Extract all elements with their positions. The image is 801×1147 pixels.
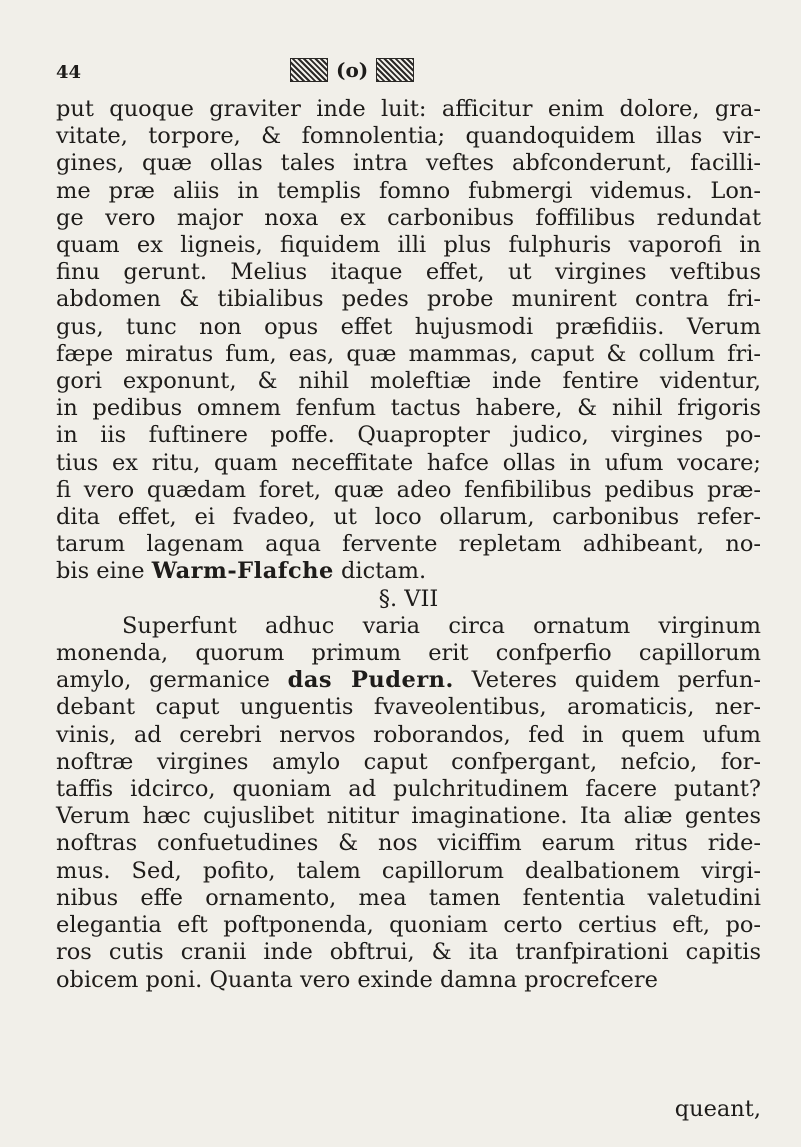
ornament-right-icon [376,58,414,82]
ornament-center: (o) [336,58,369,82]
page-number: 44 [56,62,82,83]
text-line: tius ex ritu, quam neceffitate hafce ollas in ufum vocare; [56,449,761,476]
text-line: Verum hæc cujuslibet nititur imaginatione. Ita aliæ gentes [56,803,761,830]
text-line: elegantia eft poftponenda, quoniam certo certius eft, po- [56,912,761,939]
text-line: vitate, torpore, & fomnolentia; quandoquidem illas vir- [56,123,761,150]
body-text [56,96,761,994]
text-line: fi vero quædam foret, quæ adeo fenfibilibus pedibus præ- [56,476,761,503]
text-line: Superfunt adhuc varia circa ornatum virginum [122,612,761,639]
ornament-left-icon [290,58,328,82]
text-line: gus, tunc non opus effet hujusmodi præfidiis. Verum [56,313,761,340]
page-header [56,58,756,94]
text-line: in pedibus omnem fenfum tactus habere, & nihil frigoris [56,395,761,422]
text-line: gines, quæ ollas tales intra veftes abfconderunt, facilli- [56,150,761,177]
line-suffix: Veteres quidem perfun- [471,667,762,694]
text-line [56,558,761,585]
text-line: obicem poni. Quanta vero exinde damna procrefcere [56,966,658,993]
text-line: gori exponunt, & nihil moleftiæ inde fentire videntur, [56,368,761,395]
line-prefix: bis eine [56,558,145,585]
text-line: vinis, ad cerebri nervos roborandos, fed in quem ufum [56,721,761,748]
text-line: finu gerunt. Melius itaque effet, ut virgines veftibus [56,259,761,286]
text-line: nibus effe ornamento, mea tamen fententia valetudini [56,884,761,911]
text-line: in iis fuftinere poffe. Quapropter judico, virgines po- [56,422,761,449]
text-line: abdomen & tibialibus pedes probe munirent contra fri- [56,286,761,313]
text-line: ros cutis cranii inde obftrui, & ita tranfpirationi capitis [56,939,761,966]
header-ornament [290,58,414,82]
text-line: mus. Sed, pofito, talem capillorum dealbationem virgi- [56,857,761,884]
text-line: fæpe miratus fum, eas, quæ mammas, caput & collum fri- [56,340,761,367]
section-heading: §. VII [378,585,439,612]
text-line: taffis idcirco, quoniam ad pulchritudinem facere putant? [56,776,761,803]
text-line: dita effet, ei fvadeo, ut loco ollarum, carbonibus refer- [56,504,761,531]
text-line: quam ex ligneis, fiquidem illi plus fulphuris vaporofi in [56,232,761,259]
catchword: queant, [674,1096,761,1122]
line-suffix: dictam. [340,558,427,585]
text-line: monenda, quorum primum erit confperfio capillorum [56,640,761,667]
text-line: put quoque graviter inde luit: afficitur enim dolore, gra- [56,96,761,122]
text-line: tarum lagenam aqua fervente repletam adhibeant, no- [56,531,761,558]
text-line [56,667,761,694]
text-line: ge vero major noxa ex carbonibus foffilibus redundat [56,204,761,231]
text-line: debant caput unguentis fvaveolentibus, aromaticis, ner- [56,694,761,721]
text-line: noftras confuetudines & nos viciffim earum ritus ride- [56,830,761,857]
line-prefix: amylo, germanice [56,667,270,694]
text-line: me præ aliis in templis fomno fubmergi videmus. Lon- [56,177,761,204]
german-term: Warm-Flafche [151,558,334,585]
german-term: das Pudern. [287,667,454,694]
text-line: noftræ virgines amylo caput confpergant, nefcio, for- [56,748,761,775]
